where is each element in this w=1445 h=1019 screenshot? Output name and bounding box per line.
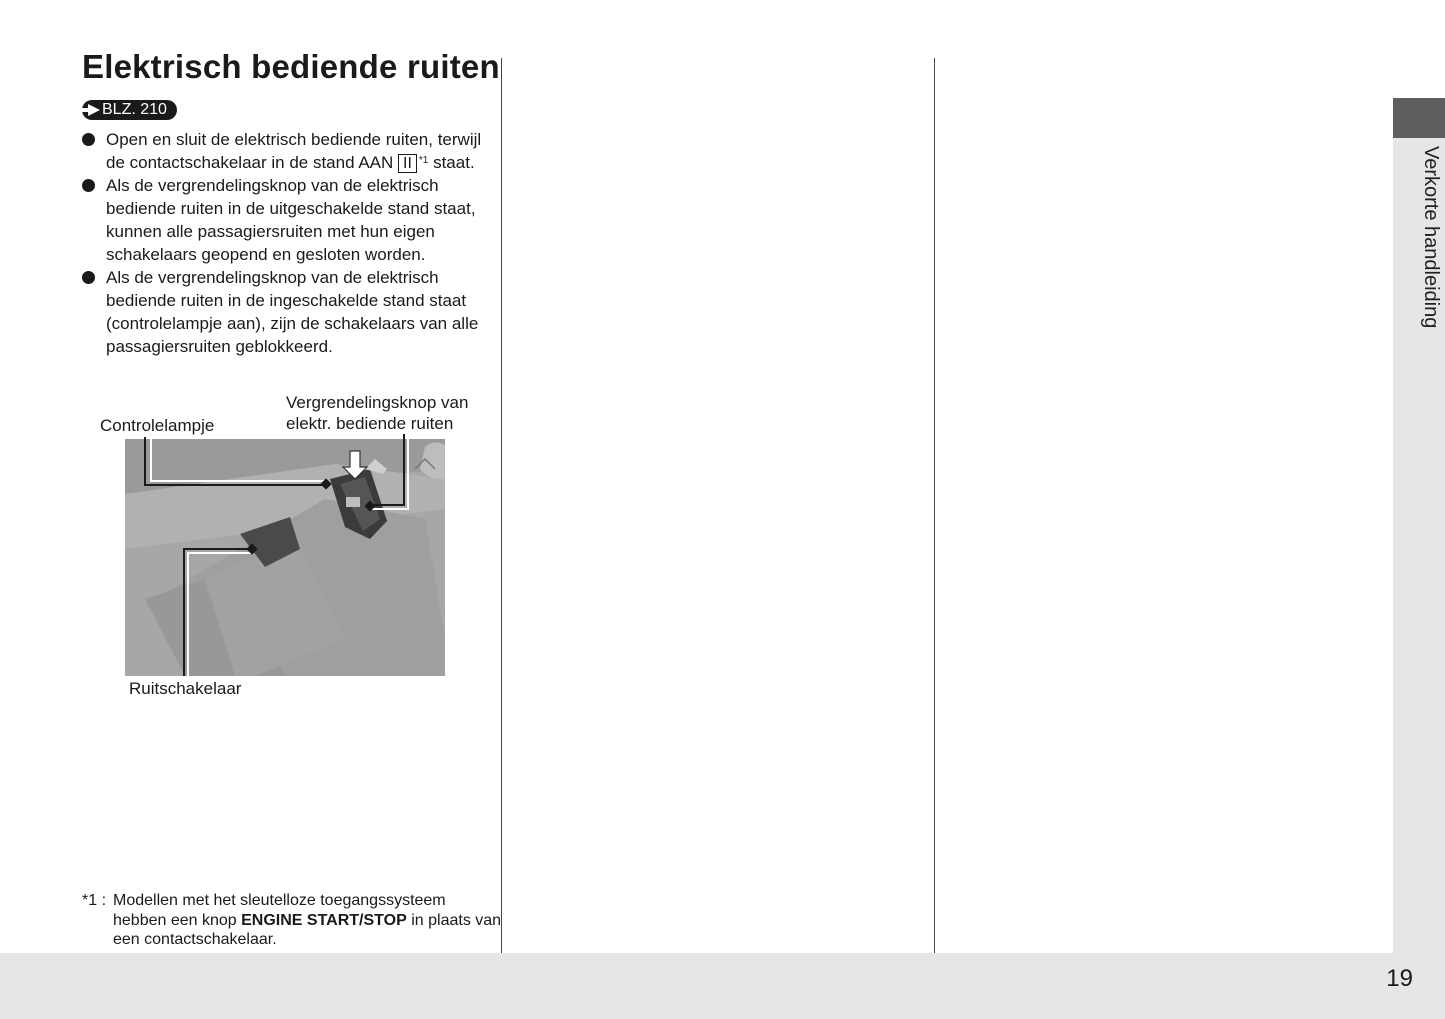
door-panel-illustration xyxy=(125,439,445,676)
bullet-icon xyxy=(82,179,95,192)
column-divider-right xyxy=(934,58,935,953)
page-reference-label: BLZ. 210 xyxy=(102,101,167,118)
bullet-list xyxy=(82,128,502,358)
footnote-text-start: Modellen met het sleutelloze toegangssysteem hebben een knop xyxy=(113,892,446,929)
bullet-text: Als de vergrendelingsknop van de elektrisch bediende ruiten in de uitgeschakelde stand staat, kunnen alle passagiersruiten met hun eigen schakelaars geopend en gesloten worden. xyxy=(106,176,476,264)
window-switch-photo xyxy=(125,439,445,676)
list-item xyxy=(82,174,502,266)
ignition-position-box: II xyxy=(398,154,417,173)
bullet-text: Als de vergrendelingsknop van de elektrisch bediende ruiten in de ingeschakelde stand staat (controlelampje aan), zijn de schakelaars van alle passagiersruiten geblokkeerd. xyxy=(106,268,479,356)
bullet-text: Open en sluit de elektrisch bediende ruiten, terwijl de contactschakelaar in de stand AAN xyxy=(106,130,482,172)
footnote-mark: *1 : xyxy=(82,892,107,909)
bullet-icon xyxy=(82,133,95,146)
callout-lock-button-line2: elektr. bediende ruiten xyxy=(286,414,454,433)
callout-window-switch: Ruitschakelaar xyxy=(129,679,242,698)
bullet-text-end: staat. xyxy=(428,153,475,172)
side-tab-label: Verkorte handleiding xyxy=(1420,146,1442,329)
footnote xyxy=(82,891,502,950)
list-item xyxy=(82,266,502,358)
page-reference-link[interactable] xyxy=(82,100,177,120)
footnote-text xyxy=(113,891,502,950)
arrow-right-icon xyxy=(88,104,100,116)
page-number: 19 xyxy=(1386,965,1413,992)
footnote-text-end: in plaats van een contactschakelaar. xyxy=(113,911,502,948)
footnote-button-name: ENGINE START/STOP xyxy=(241,911,407,929)
side-tab-marker xyxy=(1393,98,1445,138)
page-title: Elektrisch bediende ruiten xyxy=(82,48,500,85)
footnote-reference: *1 xyxy=(418,155,429,166)
callout-indicator: Controlelampje xyxy=(100,416,215,435)
callout-lock-button-line1: Vergrendelingsknop van xyxy=(286,393,469,412)
bottom-band xyxy=(0,953,1445,1019)
bullet-icon xyxy=(82,271,95,284)
list-item xyxy=(82,128,502,174)
